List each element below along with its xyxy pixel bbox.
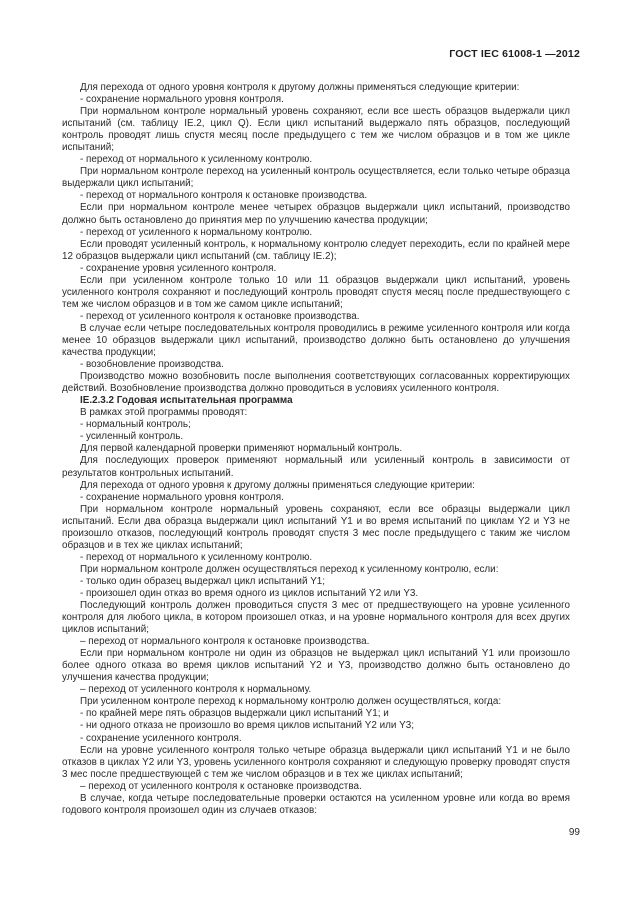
list-item: - усиленный контроль.	[80, 431, 184, 443]
list-item: – переход от усиленного контроля к остановке производства.	[80, 780, 362, 792]
paragraph: В рамках этой программы проводят:	[80, 407, 248, 419]
list-item: - произошел один отказ во время одного из циклов испытаний Y2 или Y3.	[80, 587, 419, 599]
paragraph: Для первой календарной проверки применяют нормальный контроль.	[80, 443, 403, 455]
list-item: - сохранение уровня усиленного контроля.	[80, 262, 277, 274]
document-header: ГОСТ IEC 61008-1 —2012	[449, 48, 580, 60]
paragraph: В случае, когда четыре последовательные проверки остаются на усиленном уровне или когда во время годового контроля произошел один из случаев отказов:	[62, 792, 570, 816]
list-item: - переход от нормального к усиленному контролю.	[80, 154, 313, 166]
paragraph: При нормальном контроле нормальный уровень сохраняют, если все образцы выдержали цикл испытаний. Если два образца выдержали цикл испытаний Y1 и во время испытаний по циклам Y2 и Y3 не произошло отказов, последующий контроль проводят спустя 3 мес после предыдущего с таким же числом образцов и в тех же циклах испытаний;	[62, 503, 570, 551]
list-item: - сохранение нормального уровня контроля.	[80, 94, 284, 106]
paragraph: Если проводят усиленный контроль, к нормальному контролю следует переходить, если по крайней мере 12 образцов выдержали цикл испытаний (см. таблицу IE.2);	[62, 238, 570, 262]
paragraph: При нормальном контроле переход на усиленный контроль осуществляется, если только четыре образца выдержали цикл испытаний;	[62, 166, 570, 190]
section-heading: IE.2.3.2 Годовая испытательная программа	[80, 395, 293, 407]
document-body	[62, 82, 570, 817]
list-item: - сохранение усиленного контроля.	[80, 732, 242, 744]
list-item: - переход от нормального контроля к остановке производства.	[80, 190, 368, 202]
paragraph: В случае если четыре последовательных контроля проводились в режиме усиленного контроля или когда менее 10 образцов выдержали цикл испытаний, производство должно быть остановлено до улучшения качества продукции;	[62, 322, 570, 359]
paragraph: Последующий контроль должен проводиться спустя 3 мес от предшествующего на уровне усиленного контроля для любого цикла, в котором произошел отказ, и на уровне нормального контроля для всех других циклов испытаний;	[62, 600, 570, 636]
paragraph: Если при усиленном контроле только 10 или 11 образцов выдержали цикл испытаний, уровень усиленного контроля сохраняют и последующий контроль проводят спустя месяц после предшествующего с тем же числом образцов и в том же самом цикле испытаний;	[62, 274, 570, 310]
paragraph: Производство можно возобновить после выполнения соответствующих согласованных корректирующих действий. Возобновление производства должно проводиться в условиях усиленного контроля.	[62, 371, 570, 395]
paragraph: Если при нормальном контроле менее четырех образцов выдержали цикл испытаний, производство должно быть остановлено до принятия мер по улучшению качества продукции;	[62, 202, 570, 226]
list-item: – переход от усиленного контроля к нормальному.	[80, 684, 312, 696]
paragraph: При усиленном контроле переход к нормальному контролю должен осуществляться, когда:	[80, 696, 502, 708]
paragraph: Для последующих проверок применяют нормальный или усиленный контроль в зависимости от результатов контрольных испытаний.	[62, 455, 570, 479]
paragraph: Если при нормальном контроле ни один из образцов не выдержал цикл испытаний Y1 или произошло более одного отказа во время циклов испытаний Y2 и Y3, производство должно быть остановлено до улучшения качества продукции;	[62, 648, 570, 684]
paragraph: Для перехода от одного уровня к другому должны применяться следующие критерии:	[80, 479, 475, 491]
list-item: - нормальный контроль;	[80, 419, 191, 431]
paragraph: Для перехода от одного уровня контроля к другому должны применяться следующие критерии:	[80, 82, 520, 93]
list-item: - только один образец выдержал цикл испытаний Y1;	[80, 575, 326, 587]
list-item: - ни одного отказа не произошло во время циклов испытаний Y2 или Y3;	[80, 720, 414, 732]
list-item: – переход от нормального контроля к остановке производства.	[80, 636, 370, 648]
paragraph: При нормальном контроле нормальный уровень сохраняют, если все шесть образцов выдержали цикл испытаний (см. таблицу IE.2, цикл Q). Если цикл испытаний выдержало пять образцов, последующий контроль проводят лишь спустя месяц после предыдущего с тем же числом образцов и в том же цикле испытаний;	[62, 106, 570, 154]
list-item: - по крайней мере пять образцов выдержали цикл испытаний Y1; и	[80, 708, 389, 720]
paragraph: Если на уровне усиленного контроля только четыре образца выдержали цикл испытаний Y1 и не было отказов в циклах Y2 или Y3, уровень усиленного контроля сохраняют и следующую проверку проводят спустя 3 мес после предшествующей с тем же числом образцов и в тех же циклах испытаний;	[62, 744, 570, 780]
list-item: - переход от усиленного контроля к остановке производства.	[80, 310, 360, 322]
list-item: - переход от усиленного к нормальному контролю.	[80, 226, 313, 238]
page-number: 99	[568, 827, 580, 838]
list-item: - возобновление производства.	[80, 359, 224, 371]
list-item: - переход от нормального к усиленному контролю.	[80, 551, 313, 563]
paragraph: При нормальном контроле должен осуществляться переход к усиленному контролю, если:	[80, 563, 499, 575]
list-item: - сохранение нормального уровня контроля.	[80, 491, 284, 503]
